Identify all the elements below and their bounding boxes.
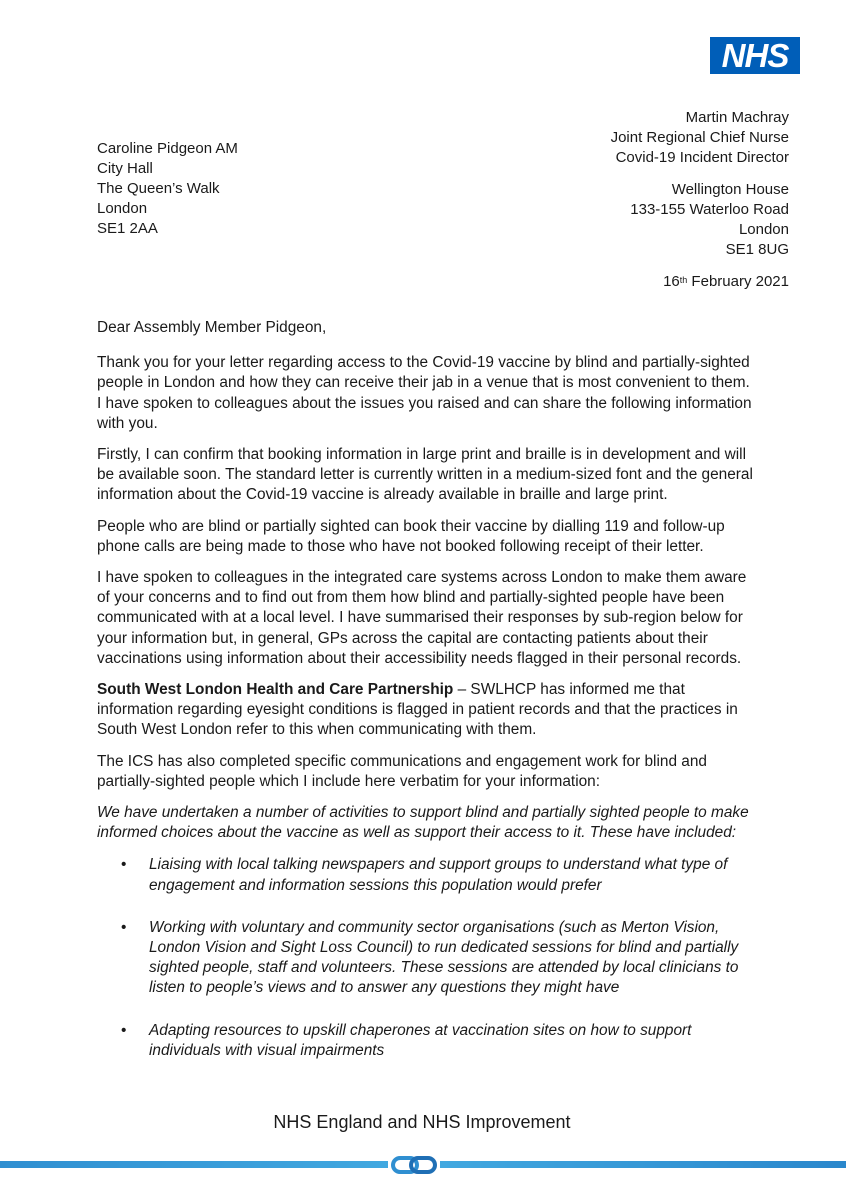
paragraph: The ICS has also completed specific communications and engagement work for blind and partially-sighted people which I include here verbatim for your information: [97,752,707,790]
sender-address-line: SE1 8UG [725,241,789,258]
list-item-text: Liaising with local talking newspapers and support groups to understand what type of engagement and information sessions this population would prefer [149,856,728,894]
recipient-block [97,139,238,239]
recipient-address-line: SE1 2AA [97,220,158,237]
footer-band [0,1155,846,1173]
footer-organisation [0,1111,846,1133]
recipient-address-line: London [97,200,148,217]
sender-name: Martin Machray [685,109,789,126]
list-item-text: Adapting resources to upskill chaperones at vaccination sites on how to support individuals with visual impairments [149,1021,692,1059]
date-suffix: th [679,275,688,285]
paragraph-text: – SWLHCP has informed me that information regarding eyesight conditions is flagged in patient records and that the practices in South West London refer to this when communicating with them. [97,681,738,739]
date-month-year: February 2021 [687,273,789,290]
paragraph: Thank you for your letter regarding access to the Covid-19 vaccine by blind and partially-sighted people in London and how they can receive their jab in a venue that is most convenient to them. I have spoken to colleagues about the issues you raised and can share the following information with you. [97,354,752,432]
bullet-icon: • [121,918,127,936]
letter-body [97,318,757,1083]
date-day: 16 [663,273,680,290]
sender-block [611,108,789,260]
quoted-paragraph: We have undertaken a number of activities to support blind and partially sighted people to make informed choices about the vaccine as well as support their access to it. These have included: [97,804,749,842]
list-item [97,855,757,895]
footer-band-right [440,1161,846,1168]
partnership-name: South West London Health and Care Partnership [97,681,454,699]
letter-date [663,272,789,292]
sender-role: Covid-19 Incident Director [615,149,789,166]
list-item [97,1021,757,1061]
sender-address-line: London [738,221,789,238]
recipient-name: Caroline Pidgeon AM [97,140,238,157]
bullet-icon: • [121,1021,127,1039]
paragraph: People who are blind or partially sighted can book their vaccine by dialling 119 and follow-up phone calls are being made to those who have not booked following receipt of their letter. [97,517,725,555]
link-icon [388,1155,440,1175]
sender-address-line: 133-155 Waterloo Road [630,201,789,218]
nhs-logo: NHS [710,37,800,74]
recipient-address-line: City Hall [97,160,153,177]
salutation: Dear Assembly Member Pidgeon, [97,319,327,336]
footer-org-text: NHS England and NHS Improvement [273,1112,571,1132]
list-item-text: Working with voluntary and community sector organisations (such as Merton Vision, London Vision and Sight Loss Council) to run dedicated sessions for blind and partially sighted people, staff and volunteers. These sessions are attended by local clinicians to listen to people’s views and to answer any questions they might have [149,918,739,997]
footer-band-left [0,1161,388,1168]
paragraph: Firstly, I can confirm that booking information in large print and braille is in development and will be available soon. The standard letter is currently written in a medium-sized font and the general information about the Covid-19 vaccine is already available in braille and large print. [97,446,753,504]
paragraph [97,680,757,741]
list-item [97,918,757,999]
paragraph: I have spoken to colleagues in the integrated care systems across London to make them aware of your concerns and to find out from them how blind and partially-sighted people have been communicated with at a local level. I have summarised their responses by sub-region below for your information but, in general, GPs across the capital are contacting patients about their vaccinations using information about their accessibility needs flagged in their personal records. [97,569,747,667]
bullet-icon: • [121,856,127,874]
sender-address-line: Wellington House [671,181,789,198]
recipient-address-line: The Queen’s Walk [97,180,220,197]
activity-list [97,855,757,1061]
sender-title: Joint Regional Chief Nurse [610,129,789,146]
